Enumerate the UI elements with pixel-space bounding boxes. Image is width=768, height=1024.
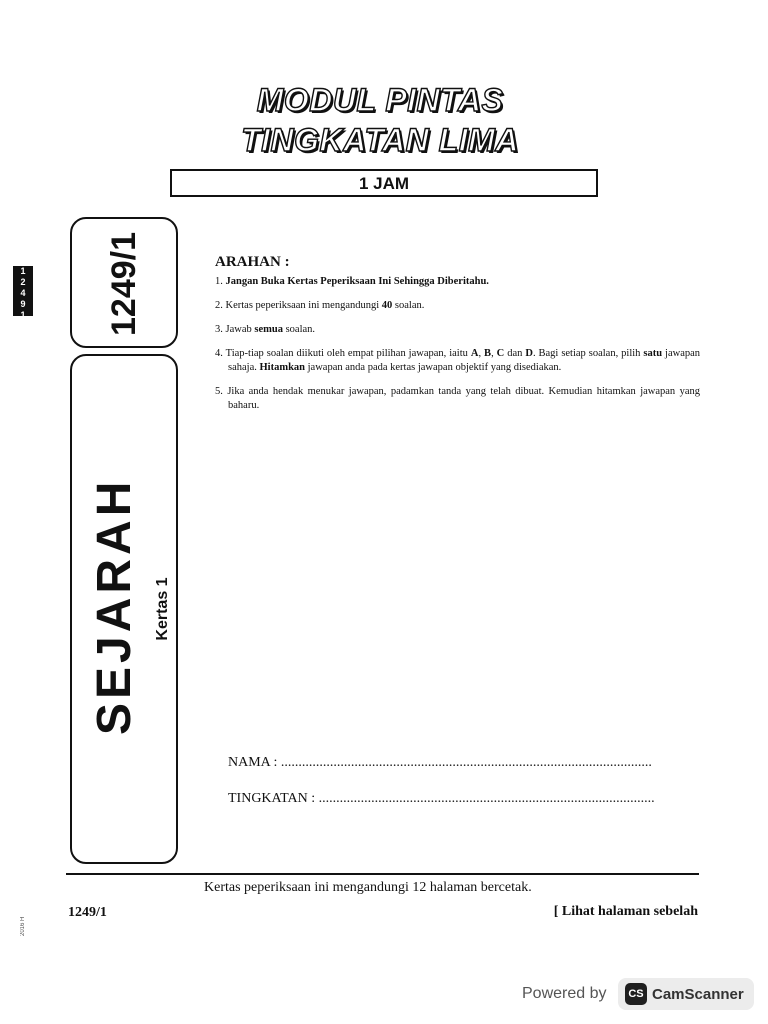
instruction-emphasis: semua [254, 324, 283, 335]
instruction-text: . Bagi setiap soalan, pilih [532, 348, 644, 359]
instruction-number: 1. [215, 276, 223, 287]
instruction-text: Jawab [225, 324, 255, 335]
subject-title-vertical: SEJARAH [88, 477, 141, 735]
instruction-emphasis: D [525, 348, 533, 359]
instruction-number: 4. [215, 348, 223, 359]
margin-code-tab [13, 266, 33, 320]
paper-number-vertical: Kertas 1 [154, 577, 171, 641]
class-field[interactable] [228, 791, 655, 807]
margin-code-digit: 2 [20, 277, 26, 287]
instruction-text: Jika anda hendak menukar jawapan, padamkan tanda yang telah dibuat. Kemudian hitamkan jawapan yang baharu. [227, 386, 701, 411]
title-line-1: MODUL PINTAS [256, 82, 504, 118]
instruction-text: soalan. [282, 324, 316, 335]
instruction-text: soalan. [392, 300, 425, 311]
instruction-text: jawapan sahaja. [228, 348, 701, 373]
instruction-number: 3. [215, 324, 223, 335]
instruction-text: , [478, 348, 485, 359]
instruction-item [215, 385, 700, 413]
margin-code-digit: 1 [20, 310, 26, 320]
instructions-heading: ARAHAN : [215, 254, 290, 270]
margin-code-digit: 4 [20, 288, 26, 298]
instructions-list [215, 275, 700, 423]
footer-divider [66, 873, 699, 875]
instruction-emphasis: 40 [381, 300, 393, 311]
instruction-emphasis: B [484, 348, 492, 359]
instruction-item [215, 299, 700, 313]
year-mark: 2016 H [20, 916, 26, 936]
instruction-emphasis: A [470, 348, 479, 359]
instruction-emphasis: satu [643, 348, 663, 359]
camscanner-brand: CamScanner [652, 986, 744, 1003]
instruction-emphasis: Hitamkan [259, 362, 306, 373]
margin-code-digit: 9 [20, 299, 26, 309]
instruction-item [215, 347, 700, 375]
instruction-item [215, 323, 700, 337]
powered-by-text: Powered by [522, 985, 607, 1002]
name-field[interactable] [228, 755, 652, 771]
camscanner-logo-icon: CS [625, 983, 647, 1005]
title-line-2: TINGKATAN LIMA [241, 122, 519, 158]
footer-paper-code: 1249/1 [68, 905, 107, 920]
class-dotted-line[interactable]: ................................................................................................ [318, 791, 655, 806]
page-count-note: Kertas peperiksaan ini mengandungi 12 halaman bercetak. [204, 880, 532, 895]
instruction-text: dan [504, 348, 526, 359]
paper-code-vertical: 1249/1 [105, 232, 143, 336]
instruction-text: Kertas peperiksaan ini mengandungi [225, 300, 382, 311]
duration-box: 1 JAM [170, 169, 598, 197]
instruction-text: , [491, 348, 497, 359]
instruction-number: 5. [215, 386, 223, 397]
name-dotted-line[interactable]: .......................................................................................................... [280, 755, 652, 770]
margin-code-digit: 1 [20, 266, 26, 276]
instruction-text: Tiap-tiap soalan diikuti oleh empat pilihan jawapan, iaitu [225, 348, 471, 359]
class-label: TINGKATAN : [228, 791, 316, 806]
name-label: NAMA : [228, 755, 278, 770]
instruction-number: 2. [215, 300, 223, 311]
instruction-item [215, 275, 700, 289]
instruction-text: jawapan anda pada kertas jawapan objektif yang disediakan. [305, 362, 562, 373]
instruction-text: Jangan Buka Kertas Peperiksaan Ini Sehingga Diberitahu. [225, 276, 489, 287]
instruction-emphasis: C [496, 348, 505, 359]
next-page-note: [ Lihat halaman sebelah [553, 904, 698, 919]
